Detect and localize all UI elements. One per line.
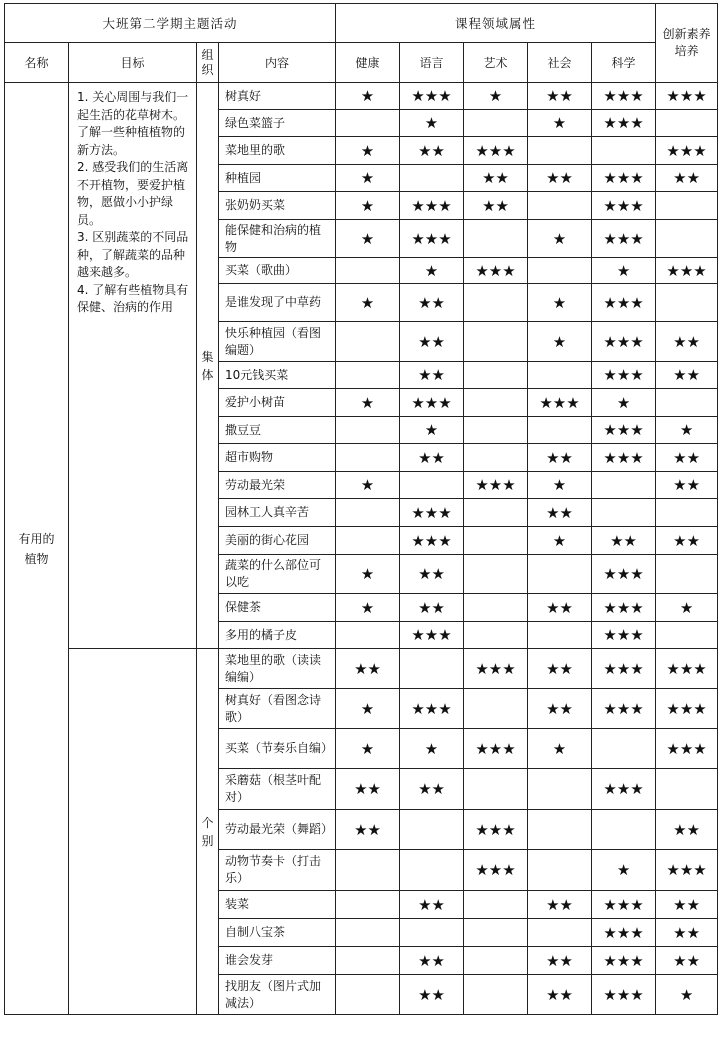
society-rating [528, 258, 592, 284]
health-rating: ★ [336, 594, 400, 622]
health-rating: ★★ [336, 649, 400, 689]
language-rating: ★★ [400, 444, 464, 472]
language-rating: ★ [400, 110, 464, 137]
health-rating: ★ [336, 472, 400, 499]
activity-content: 能保健和治病的植物 [219, 220, 336, 258]
col-content-header: 内容 [219, 43, 336, 83]
art-rating [464, 362, 528, 389]
activity-content: 园林工人真辛苦 [219, 499, 336, 527]
society-rating: ★★ [528, 689, 592, 729]
language-rating: ★★ [400, 769, 464, 810]
society-rating [528, 622, 592, 649]
col-art-header: 艺术 [464, 43, 528, 83]
language-rating: ★★ [400, 555, 464, 594]
activity-content: 谁会发芽 [219, 947, 336, 975]
innovation-rating [656, 192, 718, 220]
science-rating [592, 810, 656, 850]
health-rating: ★ [336, 137, 400, 165]
activity-title: 大班第二学期主题活动 [5, 4, 336, 43]
health-rating: ★ [336, 192, 400, 220]
activity-content: 种植园 [219, 165, 336, 192]
health-rating: ★ [336, 284, 400, 322]
art-rating [464, 919, 528, 947]
science-rating: ★★ [592, 527, 656, 555]
art-rating [464, 417, 528, 444]
activity-content: 10元钱买菜 [219, 362, 336, 389]
language-rating [400, 850, 464, 891]
language-rating: ★★★ [400, 192, 464, 220]
science-rating: ★★★ [592, 891, 656, 919]
society-rating: ★ [528, 729, 592, 769]
art-rating: ★★★ [464, 850, 528, 891]
science-rating: ★★★ [592, 322, 656, 362]
science-rating: ★★★ [592, 622, 656, 649]
table-row [5, 83, 718, 110]
society-rating: ★ [528, 472, 592, 499]
header-row-1 [5, 4, 718, 43]
science-rating: ★★★ [592, 919, 656, 947]
activity-content: 保健茶 [219, 594, 336, 622]
science-rating: ★★★ [592, 417, 656, 444]
innovation-rating: ★★ [656, 919, 718, 947]
innovation-rating: ★★★ [656, 137, 718, 165]
art-rating: ★★★ [464, 810, 528, 850]
activity-content: 美丽的街心花园 [219, 527, 336, 555]
innovation-rating [656, 110, 718, 137]
language-rating: ★★ [400, 975, 464, 1015]
activity-content: 动物节奏卡（打击乐） [219, 850, 336, 891]
society-rating [528, 417, 592, 444]
art-rating: ★★ [464, 192, 528, 220]
society-rating: ★★ [528, 891, 592, 919]
society-rating [528, 769, 592, 810]
society-rating [528, 810, 592, 850]
innovation-rating [656, 284, 718, 322]
health-rating: ★★ [336, 810, 400, 850]
art-rating [464, 322, 528, 362]
activity-content: 买菜（歌曲） [219, 258, 336, 284]
innovation-rating: ★★ [656, 362, 718, 389]
art-rating [464, 947, 528, 975]
art-rating [464, 622, 528, 649]
art-rating: ★★★ [464, 729, 528, 769]
health-rating [336, 499, 400, 527]
art-rating [464, 555, 528, 594]
innovation-rating: ★★ [656, 891, 718, 919]
goal-item: 2. 感受我们的生活离不开植物，要爱护植物，愿做小小护绿员。 [77, 160, 189, 227]
col-group-header [197, 43, 219, 83]
domain-group-header: 课程领域属性 [336, 4, 656, 43]
activity-content: 装菜 [219, 891, 336, 919]
society-rating [528, 919, 592, 947]
art-rating [464, 527, 528, 555]
table-body [5, 83, 718, 1015]
language-rating: ★★ [400, 594, 464, 622]
society-rating [528, 850, 592, 891]
science-rating: ★★★ [592, 444, 656, 472]
innovation-rating: ★★ [656, 322, 718, 362]
art-rating [464, 975, 528, 1015]
society-rating: ★ [528, 220, 592, 258]
language-rating: ★★ [400, 362, 464, 389]
innovation-rating [656, 622, 718, 649]
language-rating: ★★ [400, 137, 464, 165]
science-rating: ★★★ [592, 192, 656, 220]
activity-content: 劳动最光荣 [219, 472, 336, 499]
group-label: 个别 [201, 815, 214, 848]
language-rating: ★ [400, 729, 464, 769]
innovation-rating: ★★★ [656, 258, 718, 284]
activity-content: 张奶奶买菜 [219, 192, 336, 220]
language-rating: ★★★ [400, 389, 464, 417]
science-rating: ★★★ [592, 284, 656, 322]
language-rating [400, 919, 464, 947]
society-rating [528, 362, 592, 389]
science-rating: ★★★ [592, 83, 656, 110]
language-rating: ★★★ [400, 689, 464, 729]
science-rating [592, 472, 656, 499]
science-rating [592, 137, 656, 165]
activity-content: 是谁发现了中草药 [219, 284, 336, 322]
health-rating [336, 444, 400, 472]
art-rating: ★★★ [464, 137, 528, 165]
language-rating: ★★★ [400, 83, 464, 110]
language-rating [400, 810, 464, 850]
science-rating: ★★★ [592, 555, 656, 594]
table-row [5, 649, 718, 689]
science-rating: ★ [592, 850, 656, 891]
art-rating: ★★ [464, 165, 528, 192]
health-rating: ★ [336, 165, 400, 192]
col-name-header: 名称 [5, 43, 69, 83]
society-rating: ★★ [528, 83, 592, 110]
goals-empty-cell [69, 649, 197, 1015]
language-rating [400, 472, 464, 499]
innovation-rating: ★★★ [656, 83, 718, 110]
health-rating: ★ [336, 220, 400, 258]
innovation-rating: ★★ [656, 810, 718, 850]
art-rating: ★ [464, 83, 528, 110]
language-rating: ★★★ [400, 527, 464, 555]
science-rating: ★★★ [592, 110, 656, 137]
health-rating [336, 417, 400, 444]
innovation-rating: ★ [656, 417, 718, 444]
science-rating: ★★★ [592, 689, 656, 729]
activity-content: 爱护小树苗 [219, 389, 336, 417]
activity-content: 绿色菜篮子 [219, 110, 336, 137]
curriculum-table [4, 3, 718, 1015]
innovation-rating: ★★ [656, 527, 718, 555]
language-rating: ★★★ [400, 499, 464, 527]
innovation-rating: ★★ [656, 947, 718, 975]
society-rating: ★ [528, 284, 592, 322]
innovation-rating [656, 769, 718, 810]
activity-content: 劳动最光荣（舞蹈） [219, 810, 336, 850]
science-rating: ★ [592, 389, 656, 417]
society-rating: ★ [528, 322, 592, 362]
goal-item: 1. 关心周围与我们一起生活的花草树木。了解一些种植植物的新方法。 [77, 90, 189, 157]
language-rating [400, 165, 464, 192]
art-rating [464, 769, 528, 810]
col-health-header: 健康 [336, 43, 400, 83]
art-rating [464, 689, 528, 729]
society-rating [528, 137, 592, 165]
health-rating [336, 891, 400, 919]
innovation-rating [656, 220, 718, 258]
health-rating [336, 850, 400, 891]
activity-content: 买菜（节奏乐自编） [219, 729, 336, 769]
health-rating [336, 527, 400, 555]
activity-content: 多用的橘子皮 [219, 622, 336, 649]
art-rating [464, 444, 528, 472]
innovation-header-text: 创新素养培养 [662, 27, 711, 58]
science-rating: ★ [592, 258, 656, 284]
health-rating: ★ [336, 729, 400, 769]
activity-content: 超市购物 [219, 444, 336, 472]
society-rating: ★ [528, 527, 592, 555]
art-rating [464, 499, 528, 527]
language-rating: ★★★ [400, 220, 464, 258]
society-rating: ★★ [528, 165, 592, 192]
art-rating [464, 389, 528, 417]
society-rating [528, 555, 592, 594]
group-label-cell [197, 83, 219, 649]
society-rating [528, 192, 592, 220]
health-rating: ★ [336, 555, 400, 594]
health-rating [336, 258, 400, 284]
health-rating [336, 919, 400, 947]
theme-name-cell [5, 83, 69, 1015]
science-rating: ★★★ [592, 947, 656, 975]
art-rating: ★★★ [464, 472, 528, 499]
col-language-header: 语言 [400, 43, 464, 83]
society-rating: ★★ [528, 975, 592, 1015]
health-rating [336, 322, 400, 362]
activity-content: 菜地里的歌（读读编编） [219, 649, 336, 689]
theme-goals-cell [69, 83, 197, 649]
col-science-header: 科学 [592, 43, 656, 83]
activity-content: 树真好 [219, 83, 336, 110]
goal-item: 4. 了解有些植物具有保健、治病的作用 [77, 282, 189, 314]
language-rating: ★★ [400, 322, 464, 362]
activity-content: 自制八宝茶 [219, 919, 336, 947]
innovation-rating: ★★★ [656, 689, 718, 729]
art-rating: ★★★ [464, 258, 528, 284]
science-rating: ★★★ [592, 649, 656, 689]
innovation-rating: ★★ [656, 444, 718, 472]
language-rating: ★★★ [400, 622, 464, 649]
innovation-rating: ★★★ [656, 649, 718, 689]
activity-content: 蔬菜的什么部位可以吃 [219, 555, 336, 594]
society-rating: ★★ [528, 499, 592, 527]
science-rating: ★★★ [592, 594, 656, 622]
language-rating: ★★ [400, 284, 464, 322]
science-rating [592, 499, 656, 527]
innovation-rating: ★ [656, 594, 718, 622]
health-rating [336, 622, 400, 649]
innovation-rating: ★ [656, 975, 718, 1015]
health-rating: ★ [336, 689, 400, 729]
health-rating: ★ [336, 389, 400, 417]
innovation-rating [656, 389, 718, 417]
innovation-rating: ★★★ [656, 729, 718, 769]
language-rating: ★★ [400, 891, 464, 919]
society-rating: ★★ [528, 444, 592, 472]
health-rating [336, 947, 400, 975]
col-goal-header: 目标 [69, 43, 197, 83]
art-rating [464, 891, 528, 919]
health-rating [336, 110, 400, 137]
health-rating: ★ [336, 83, 400, 110]
activity-content: 撒豆豆 [219, 417, 336, 444]
group-label-cell [197, 649, 219, 1015]
language-rating: ★ [400, 417, 464, 444]
health-rating [336, 362, 400, 389]
science-rating: ★★★ [592, 220, 656, 258]
art-rating [464, 284, 528, 322]
activity-content: 快乐种植园（看图编题） [219, 322, 336, 362]
innovation-header [656, 4, 718, 83]
innovation-rating: ★★★ [656, 850, 718, 891]
science-rating: ★★★ [592, 165, 656, 192]
header-row-2 [5, 43, 718, 83]
col-group-header-text: 组织 [201, 47, 214, 77]
health-rating: ★★ [336, 769, 400, 810]
activity-content: 找朋友（图片式加减法） [219, 975, 336, 1015]
theme-name: 有用的植物 [18, 531, 55, 566]
activity-content: 菜地里的歌 [219, 137, 336, 165]
science-rating: ★★★ [592, 362, 656, 389]
science-rating [592, 729, 656, 769]
art-rating: ★★★ [464, 649, 528, 689]
society-rating: ★ [528, 110, 592, 137]
society-rating: ★★★ [528, 389, 592, 417]
innovation-rating: ★★ [656, 472, 718, 499]
art-rating [464, 220, 528, 258]
activity-content: 采蘑菇（根茎叶配对） [219, 769, 336, 810]
language-rating: ★★ [400, 947, 464, 975]
col-society-header: 社会 [528, 43, 592, 83]
science-rating: ★★★ [592, 975, 656, 1015]
society-rating: ★★ [528, 947, 592, 975]
science-rating: ★★★ [592, 769, 656, 810]
activity-content: 树真好（看图念诗歌） [219, 689, 336, 729]
innovation-rating [656, 499, 718, 527]
language-rating [400, 649, 464, 689]
goal-item: 3. 区别蔬菜的不同品种，了解蔬菜的品种越来越多。 [77, 230, 189, 279]
health-rating [336, 975, 400, 1015]
art-rating [464, 594, 528, 622]
innovation-rating [656, 555, 718, 594]
group-label: 集体 [201, 349, 214, 382]
language-rating: ★ [400, 258, 464, 284]
art-rating [464, 110, 528, 137]
society-rating: ★★ [528, 594, 592, 622]
society-rating: ★★ [528, 649, 592, 689]
innovation-rating: ★★ [656, 165, 718, 192]
